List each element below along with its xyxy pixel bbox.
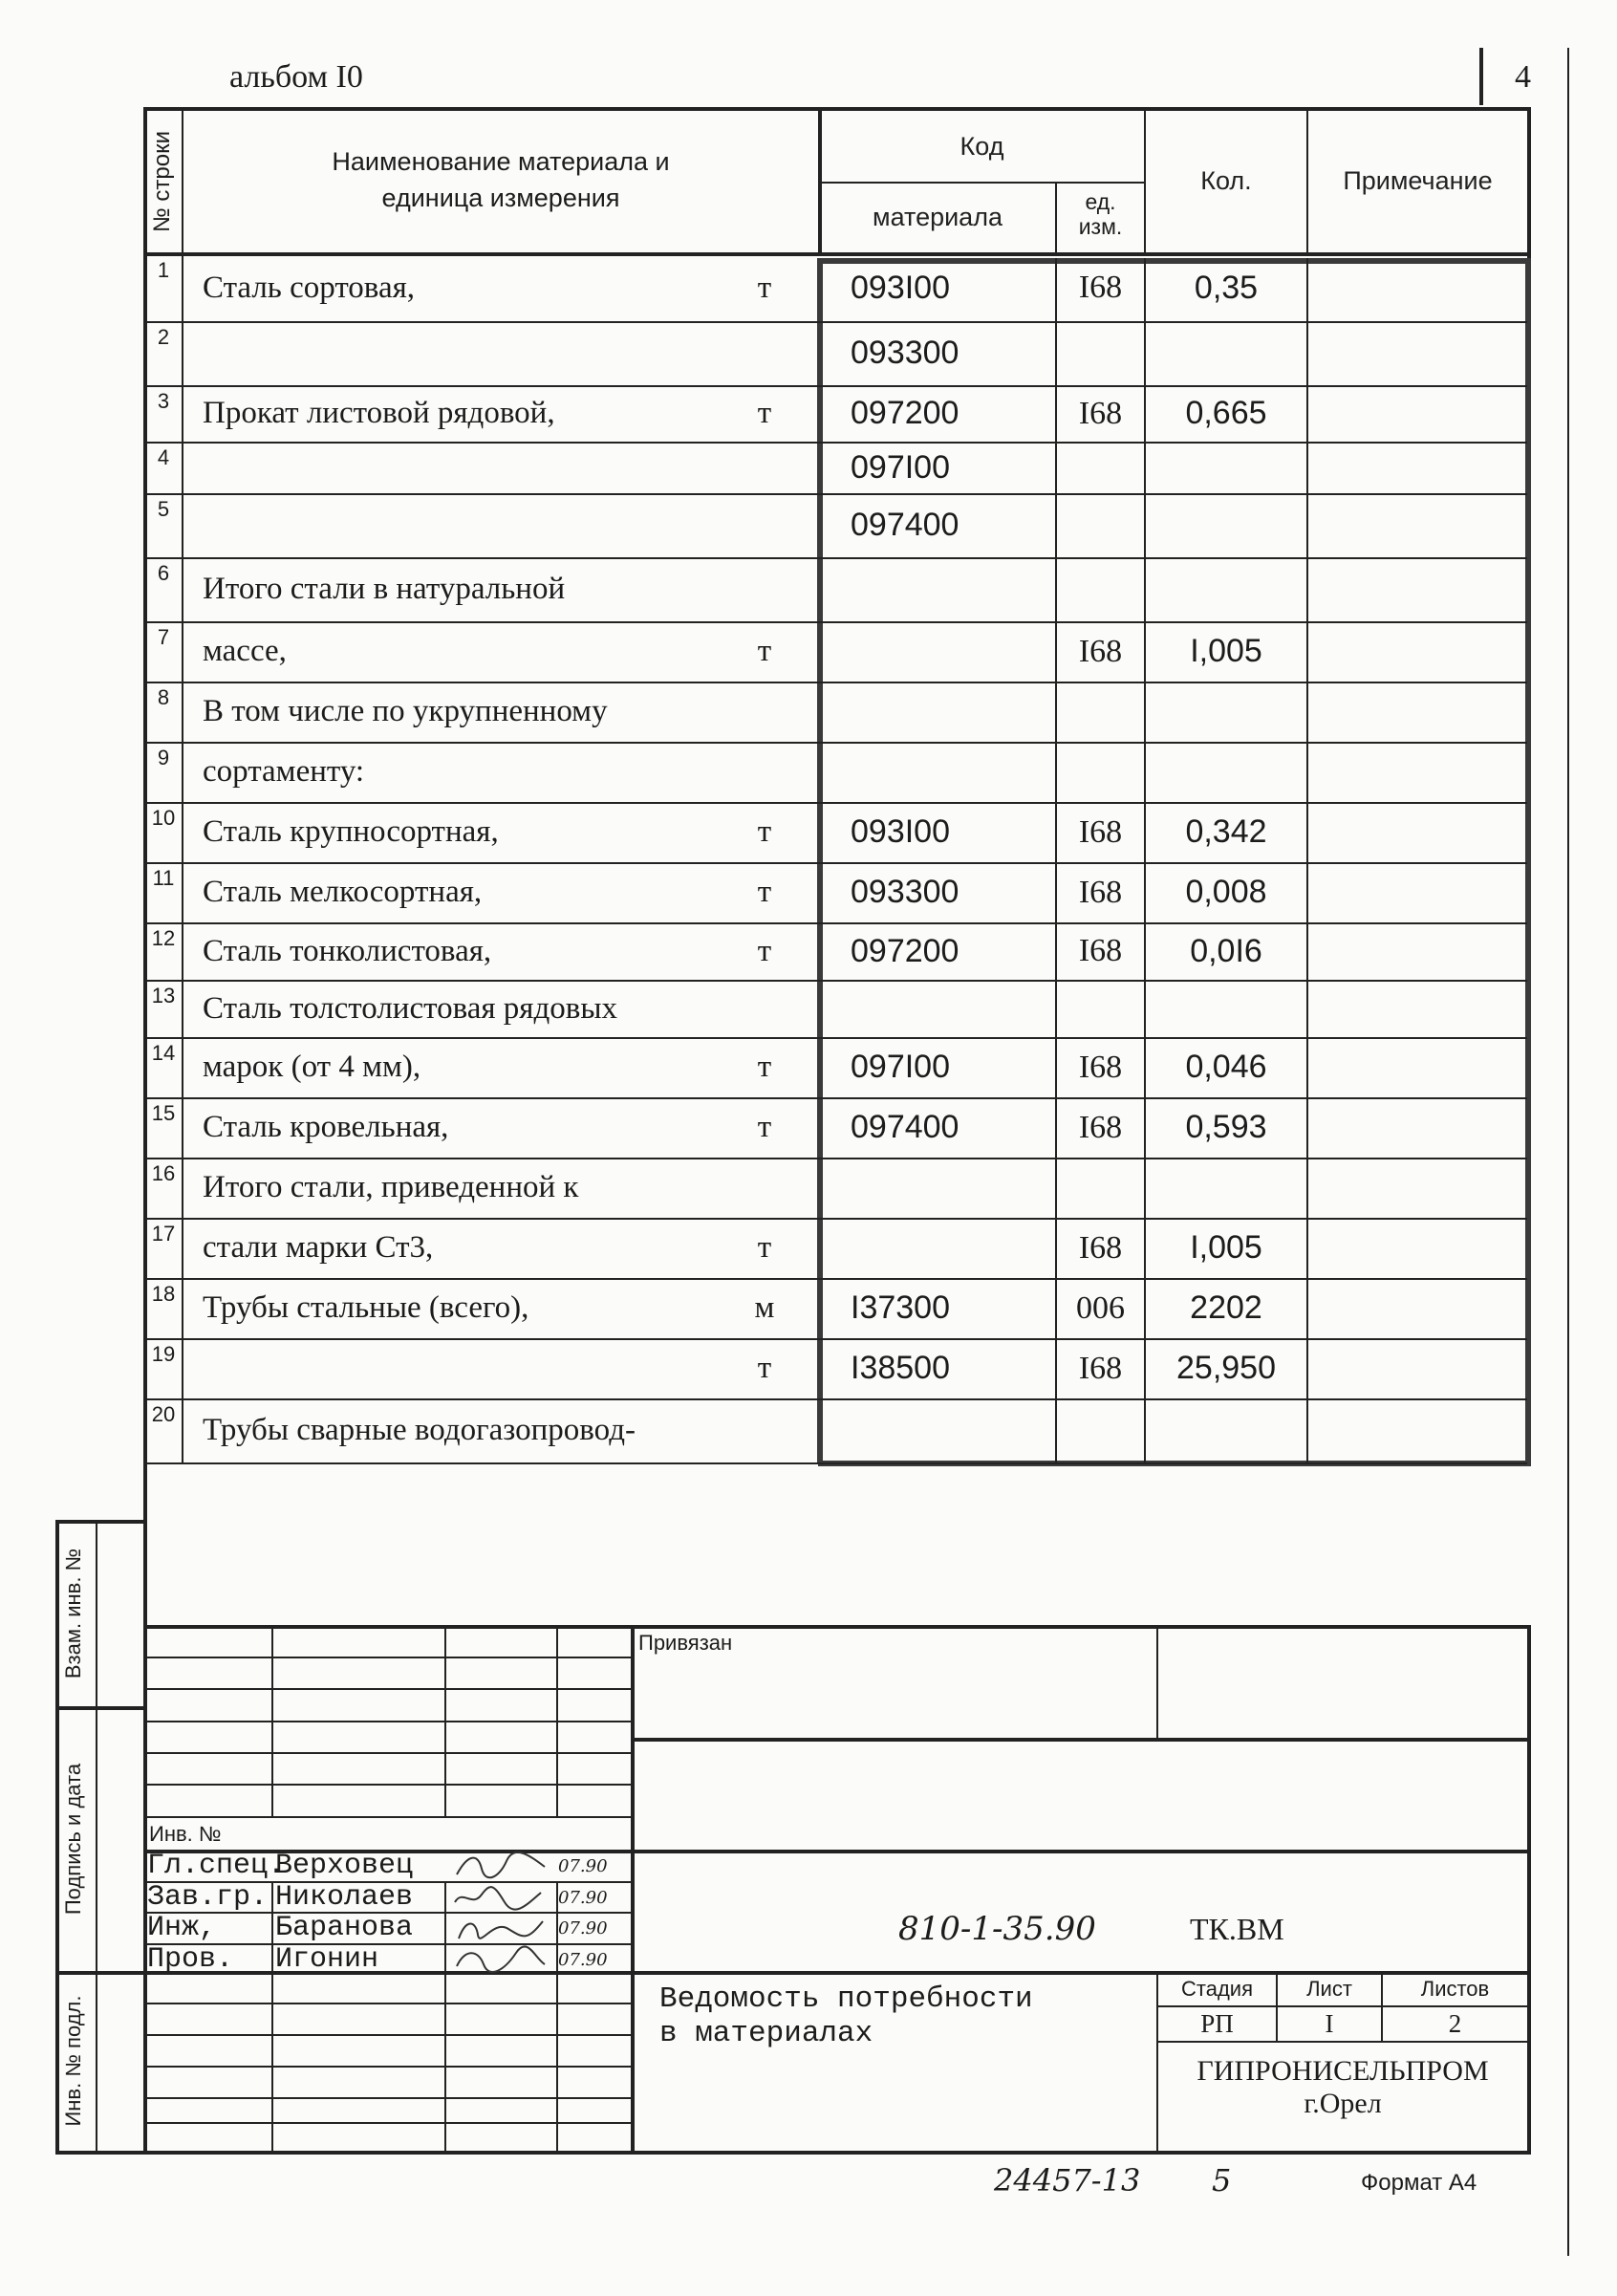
material-code: 093300 bbox=[851, 335, 959, 371]
unit-of-measure: т bbox=[757, 1110, 772, 1144]
archive-page: 5 bbox=[1212, 2162, 1232, 2199]
quantity: 0,665 bbox=[1185, 395, 1267, 431]
material-name bbox=[203, 321, 738, 385]
row-number: 17 bbox=[151, 1222, 176, 1245]
material-code bbox=[851, 1218, 1042, 1278]
quantity: I,005 bbox=[1190, 633, 1262, 669]
unit-code: I68 bbox=[1078, 813, 1123, 850]
material-code: 097200 bbox=[851, 932, 959, 969]
side-label-podpis: Подпись и дата bbox=[61, 1763, 85, 1916]
material-name: сортаменту: bbox=[203, 754, 365, 789]
quantity: 0,008 bbox=[1185, 874, 1267, 910]
material-code: I38500 bbox=[851, 1350, 950, 1386]
handwritten-signature bbox=[449, 1912, 554, 1944]
unit-code: I68 bbox=[1078, 270, 1123, 305]
material-name bbox=[203, 1338, 738, 1398]
quantity: 0,342 bbox=[1185, 813, 1267, 850]
quantity bbox=[1146, 1158, 1306, 1218]
unit-of-measure bbox=[726, 1398, 803, 1462]
unit-code: I68 bbox=[1078, 633, 1123, 669]
stage-label: Стадия bbox=[1181, 1977, 1253, 2001]
signature-date: 07.90 bbox=[558, 1887, 608, 1908]
col-header-qty: Кол. bbox=[1200, 165, 1252, 195]
material-name: Сталь крупносортная, bbox=[203, 814, 499, 849]
unit-code bbox=[1057, 1158, 1144, 1218]
unit-of-measure bbox=[726, 493, 803, 557]
format-label: Формат А4 bbox=[1361, 2170, 1477, 2196]
unit-of-measure bbox=[726, 1158, 803, 1218]
material-name: стали марки Ст3, bbox=[203, 1230, 434, 1265]
quantity: 0,046 bbox=[1185, 1049, 1267, 1085]
material-code: 097I00 bbox=[851, 448, 950, 486]
quantity bbox=[1146, 682, 1306, 742]
row-number: 14 bbox=[151, 1041, 176, 1065]
handwritten-signature bbox=[449, 1850, 554, 1882]
side-label-inv-podl: Инв. № подл. bbox=[61, 1995, 85, 2127]
doc-code: 810-1-35.90 bbox=[898, 1910, 1096, 1948]
unit-code: I68 bbox=[1078, 1049, 1123, 1085]
material-name: Сталь сортовая, bbox=[203, 270, 416, 305]
material-name: Итого стали, приведенной к bbox=[203, 1170, 579, 1204]
material-code bbox=[851, 980, 1042, 1037]
unit-of-measure: т bbox=[757, 634, 772, 668]
unit-of-measure: т bbox=[757, 814, 772, 849]
signer-role: Инж, bbox=[147, 1912, 217, 1944]
material-name: марок (от 4 мм), bbox=[203, 1050, 421, 1084]
unit-code bbox=[1057, 682, 1144, 742]
quantity: 2202 bbox=[1190, 1289, 1262, 1326]
quantity: 0,35 bbox=[1194, 269, 1259, 306]
handwritten-signature bbox=[449, 1943, 554, 1976]
row-number: 1 bbox=[157, 258, 170, 282]
unit-of-measure: т bbox=[757, 270, 772, 305]
material-code: 093I00 bbox=[851, 269, 950, 306]
material-name: Сталь мелкосортная, bbox=[203, 875, 483, 909]
row-number: 20 bbox=[151, 1402, 176, 1426]
row-number: 11 bbox=[152, 866, 175, 890]
material-name bbox=[203, 442, 738, 493]
unit-code bbox=[1057, 742, 1144, 802]
material-code: 097200 bbox=[851, 395, 959, 431]
unit-code bbox=[1057, 442, 1144, 493]
row-number: 8 bbox=[157, 685, 170, 709]
unit-code: I68 bbox=[1078, 874, 1123, 910]
material-code bbox=[851, 1398, 1042, 1462]
material-name bbox=[203, 493, 738, 557]
quantity: 25,950 bbox=[1176, 1350, 1276, 1386]
row-number: 10 bbox=[151, 806, 176, 830]
unit-code: I68 bbox=[1078, 933, 1123, 968]
archive-number: 24457-13 bbox=[994, 2162, 1141, 2199]
unit-code: I68 bbox=[1078, 1229, 1123, 1266]
row-number: 9 bbox=[157, 746, 170, 769]
signature-date: 07.90 bbox=[558, 1855, 608, 1876]
col-header-note: Примечание bbox=[1343, 165, 1493, 195]
row-number: 19 bbox=[151, 1342, 176, 1366]
material-name: Прокат листовой рядовой, bbox=[203, 396, 555, 430]
signer-role: Зав.гр. bbox=[147, 1881, 269, 1914]
unit-of-measure bbox=[726, 321, 803, 385]
unit-code bbox=[1057, 321, 1144, 385]
row-number: 12 bbox=[151, 926, 176, 950]
signer-role: Пров. bbox=[147, 1943, 234, 1976]
material-code bbox=[851, 742, 1042, 802]
quantity bbox=[1146, 980, 1306, 1037]
unit-code: I68 bbox=[1078, 395, 1123, 431]
quantity bbox=[1146, 321, 1306, 385]
unit-of-measure: т bbox=[757, 933, 772, 968]
side-label-vzam: Взам. инв. № bbox=[61, 1548, 85, 1679]
col-header-code: Код bbox=[959, 131, 1004, 161]
row-number: 5 bbox=[157, 497, 170, 521]
unit-code bbox=[1057, 493, 1144, 557]
quantity: 0,593 bbox=[1185, 1109, 1267, 1145]
row-number: 3 bbox=[157, 389, 170, 413]
handwritten-signature bbox=[449, 1881, 554, 1914]
row-number: 16 bbox=[151, 1161, 176, 1185]
unit-of-measure: т bbox=[757, 1050, 772, 1084]
signature-date: 07.90 bbox=[558, 1917, 608, 1939]
material-name: Сталь тонколистовая, bbox=[203, 933, 492, 968]
signature-date: 07.90 bbox=[558, 1949, 608, 1970]
row-number: 4 bbox=[157, 445, 170, 469]
document-title: Ведомость потребности в материалах bbox=[659, 1982, 1033, 2050]
unit-of-measure bbox=[726, 682, 803, 742]
material-code: 097400 bbox=[851, 507, 959, 543]
unit-code bbox=[1057, 557, 1144, 621]
material-name: Трубы стальные (всего), bbox=[203, 1290, 529, 1325]
unit-of-measure bbox=[726, 742, 803, 802]
page-number: 4 bbox=[1515, 59, 1531, 95]
row-number: 13 bbox=[151, 984, 176, 1007]
stage-value: РП bbox=[1200, 2008, 1234, 2038]
material-code: I37300 bbox=[851, 1289, 950, 1326]
inv-no-label: Инв. № bbox=[149, 1822, 222, 1846]
material-name: Трубы сварные водогазопровод- bbox=[203, 1413, 636, 1447]
row-number: 6 bbox=[157, 561, 170, 585]
material-name: Сталь кровельная, bbox=[203, 1110, 449, 1144]
unit-of-measure: т bbox=[757, 875, 772, 909]
material-name: Итого стали в натуральной bbox=[203, 572, 566, 606]
material-code bbox=[851, 621, 1042, 682]
quantity bbox=[1146, 493, 1306, 557]
signer-name: Верховец bbox=[275, 1850, 414, 1882]
row-number: 7 bbox=[157, 625, 170, 649]
unit-code: 006 bbox=[1076, 1289, 1125, 1326]
signer-role: Гл.спец. bbox=[147, 1850, 286, 1882]
material-code bbox=[851, 682, 1042, 742]
material-code bbox=[851, 1158, 1042, 1218]
sheet-label: Лист bbox=[1306, 1977, 1352, 2001]
unit-of-measure bbox=[726, 442, 803, 493]
row-number: 18 bbox=[151, 1282, 176, 1306]
row-number: 2 bbox=[157, 325, 170, 349]
organization: ГИПРОНИСЕЛЬПРОМ г.Орел bbox=[1197, 2055, 1489, 2119]
signer-name: Игонин bbox=[275, 1943, 379, 1976]
unit-code bbox=[1057, 1398, 1144, 1462]
quantity: 0,0I6 bbox=[1190, 932, 1262, 969]
sheets-value: 2 bbox=[1448, 2008, 1462, 2038]
unit-of-measure: т bbox=[757, 396, 772, 430]
unit-of-measure: м bbox=[754, 1290, 775, 1325]
quantity bbox=[1146, 742, 1306, 802]
col-header-unit: ед. изм. bbox=[1078, 189, 1123, 239]
unit-of-measure bbox=[726, 557, 803, 621]
unit-code bbox=[1057, 980, 1144, 1037]
material-code: 093I00 bbox=[851, 813, 950, 850]
material-name: массе, bbox=[203, 634, 287, 668]
privyazan-label: Привязан bbox=[638, 1631, 733, 1655]
quantity bbox=[1146, 442, 1306, 493]
quantity bbox=[1146, 557, 1306, 621]
unit-of-measure: т bbox=[757, 1351, 772, 1385]
material-code: 093300 bbox=[851, 874, 959, 910]
unit-code: I68 bbox=[1078, 1109, 1123, 1145]
doc-mark: ТК.ВМ bbox=[1190, 1912, 1284, 1946]
quantity bbox=[1146, 1398, 1306, 1462]
signer-name: Николаев bbox=[275, 1881, 414, 1914]
row-number: 15 bbox=[151, 1101, 176, 1125]
col-header-material: материала bbox=[873, 202, 1003, 231]
quantity: I,005 bbox=[1190, 1229, 1262, 1266]
col-header-name: Наименование материала и единица измерения bbox=[332, 147, 670, 212]
unit-of-measure bbox=[726, 980, 803, 1037]
material-code: 097I00 bbox=[851, 1049, 950, 1085]
material-code: 097400 bbox=[851, 1109, 959, 1145]
material-name: Сталь толстолистовая рядовых bbox=[203, 990, 618, 1026]
col-header-row-no: № строки bbox=[149, 131, 175, 233]
unit-of-measure: т bbox=[757, 1230, 772, 1265]
material-name: В том числе по укрупненному bbox=[203, 694, 608, 728]
album-label: альбом I0 bbox=[229, 59, 363, 95]
sheets-label: Листов bbox=[1420, 1977, 1490, 2001]
unit-code: I68 bbox=[1078, 1350, 1123, 1386]
material-code bbox=[851, 557, 1042, 621]
sheet-value: I bbox=[1325, 2008, 1334, 2038]
signer-name: Баранова bbox=[275, 1912, 414, 1944]
